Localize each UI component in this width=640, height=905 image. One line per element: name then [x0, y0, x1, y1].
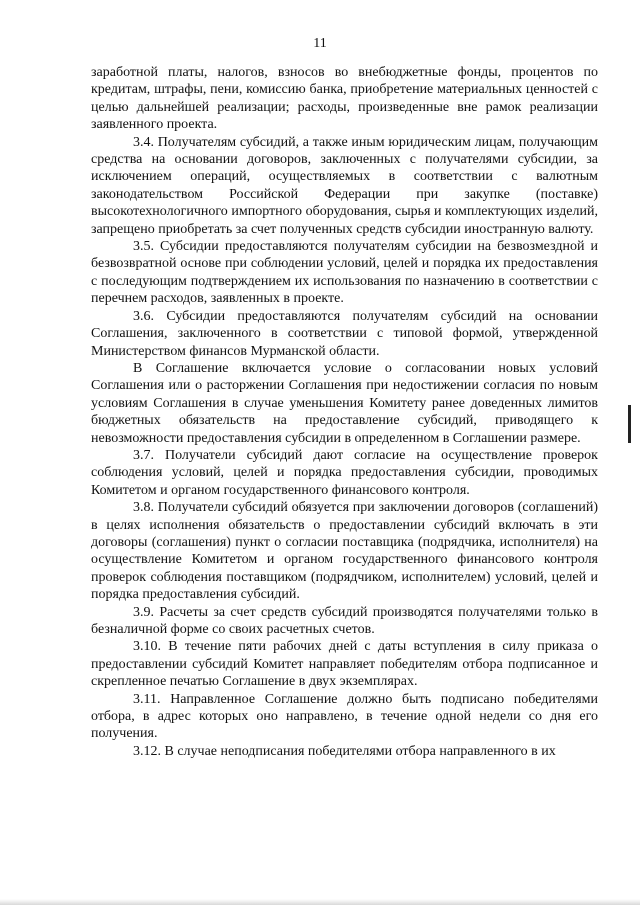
scan-bottom-shadow [0, 899, 640, 905]
scan-edge-mark [628, 405, 631, 443]
paragraph-3-6: 3.6. Субсидии предоставляются получателям субсидий на основании Соглашения, заключенного в соответствии с типовой формой, утвержденной Министерством финансов Мурманской области. [91, 308, 598, 359]
paragraph-3-9: 3.9. Расчеты за счет средств субсидий производятся получателями только в безналичной форме со своих расчетных счетов. [91, 604, 598, 637]
paragraph-3-5: 3.5. Субсидии предоставляются получателям субсидии на безвозмездной и безвозвратной основе при соблюдении условий, целей и порядка их предоставления с последующим подтверждением их использования по назначению в соответствии с перечнем расходов, заявленных в проекте. [91, 239, 598, 307]
paragraph-3-4: 3.4. Получателям субсидий, а также иным юридическим лицам, получающим средства на основании договоров, заключенных с получателями субсидии, за исключением операций, осуществляемых в соответствии с валютным законодательством Российской Федерации при закупке (поставке) высокотехнологичного импортного оборудования, сырья и комплектующих изделий, запрещено приобретать за счет полученных средств субсидии иностранную валюту. [91, 134, 598, 237]
paragraph-3-12: 3.12. В случае неподписания победителями отбора направленного в их [133, 743, 556, 759]
paragraph-continuation: заработной платы, налогов, взносов во внебюджетные фонды, процентов по кредитам, штрафы, пени, комиссию банка, приобретение материальных ценностей с целью дальнейшей реализации; расходы, произведенные вне рамок реализации заявленного проекта. [91, 65, 598, 133]
document-body [91, 64, 598, 760]
paragraph-agreement-condition: В Соглашение включается условие о согласовании новых условий Соглашения или о расторжении Соглашения при недостижении согласия по новым условиям Соглашения в случае уменьшения Комитету ранее доведенных лимитов бюджетных обязательств на предоставление субсидий, приводящего к невозможности предоставления субсидии в определенном в Соглашении размере. [91, 360, 598, 446]
paragraph-3-10: 3.10. В течение пяти рабочих дней с даты вступления в силу приказа о предоставлении субсидий Комитет направляет победителям отбора подписанное и скрепленное печатью Соглашение в двух экземплярах. [91, 639, 598, 690]
paragraph-3-7: 3.7. Получатели субсидий дают согласие на осуществление проверок соблюдения условий, целей и порядка предоставления субсидии, проводимых Комитетом и органом государственного финансового контроля. [91, 447, 598, 498]
paragraph-3-8: 3.8. Получатели субсидий обязуется при заключении договоров (соглашений) в целях исполнения обязательств о предоставлении субсидий включать в эти договоры (соглашения) пункт о согласии поставщика (подрядчика, исполнителя) на осуществление Комитетом и органом государственного финансового контроля проверок соблюдения поставщиком (подрядчиком, исполнителем) условий, целей и порядка предоставления субсидий. [91, 500, 598, 603]
page-number: 11 [313, 36, 327, 51]
paragraph-3-11: 3.11. Направленное Соглашение должно быть подписано победителями отбора, в адрес которых оно направлено, в течение одной недели со дня его получения. [91, 691, 598, 742]
